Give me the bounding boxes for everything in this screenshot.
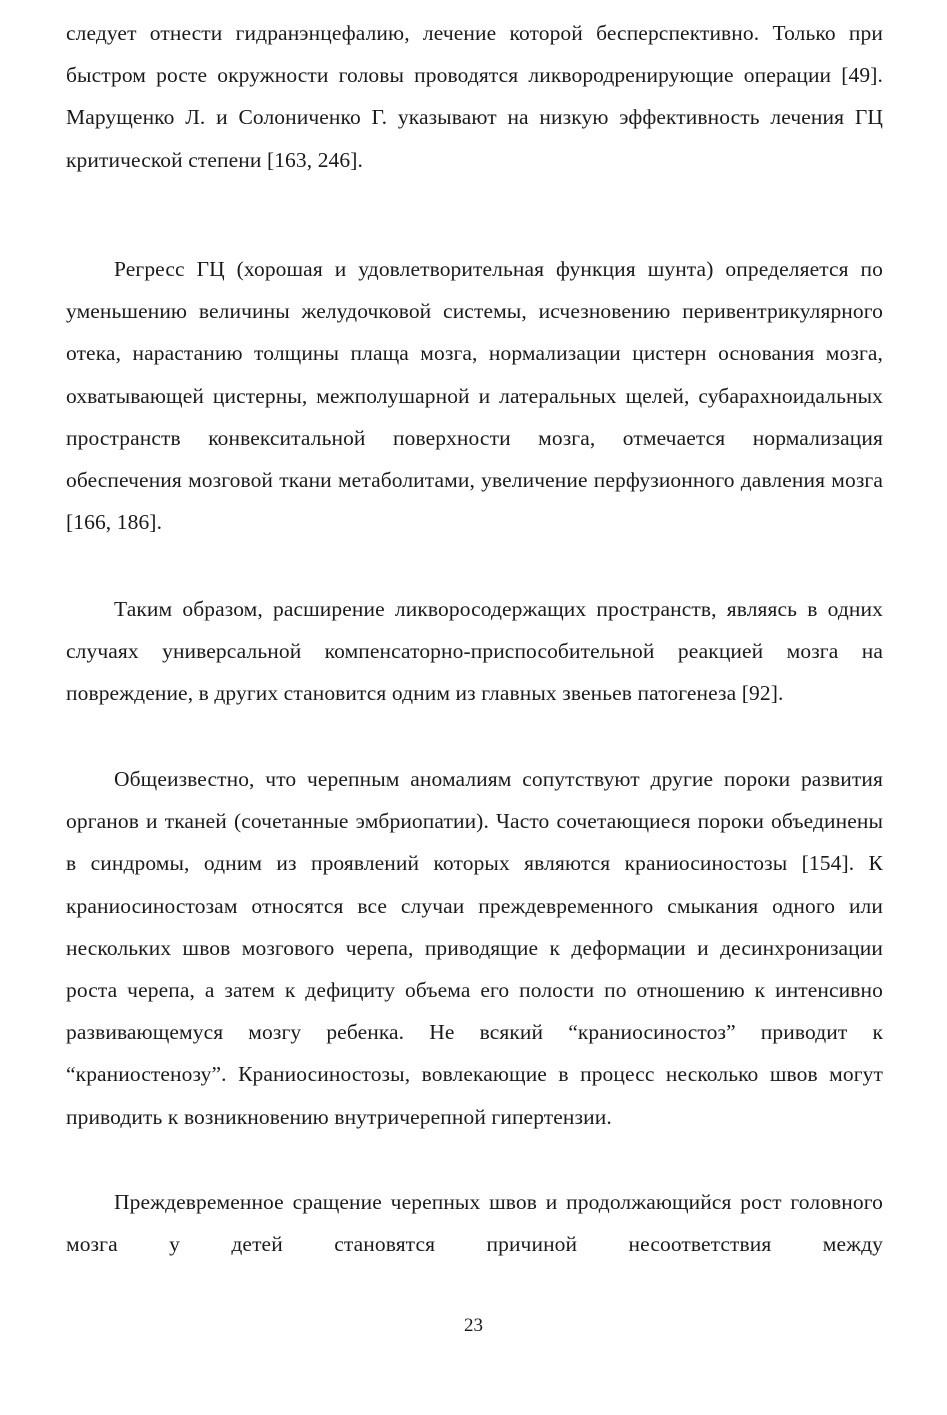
paragraph-1: следует отнести гидранэнцефалию, лечение которой бесперспективно. Только при быстром росте окружности головы проводятся ликвородренирующие операции [49]. Марущенко Л. и Солониченко Г. указывают на низкую эффективность лечения ГЦ критической степени [163, 246]. bbox=[66, 21, 883, 172]
paragraph-continuation bbox=[66, 12, 883, 181]
paragraph-regress-gc bbox=[66, 248, 883, 543]
paragraph-summary bbox=[66, 588, 883, 715]
paragraph-5: Преждевременное сращение черепных швов и продолжающийся рост головного мозга у детей становятся причиной несоответствия между bbox=[66, 1190, 883, 1257]
paragraph-craniosynostosis bbox=[66, 758, 883, 1138]
page-number: 23 bbox=[464, 1315, 483, 1336]
paragraph-2: Регресс ГЦ (хорошая и удовлетворительная функция шунта) определяется по уменьшению величины желудочковой системы, исчезновению перивентрикулярного отека, нарастанию толщины плаща мозга, нормализации цистерн основания мозга, охватывающей цистерны, межполушарной и латеральных щелей, субарахноидальных пространств конвекситальной поверхности мозга, отмечается нормализация обеспечения мозговой ткани метаболитами, увеличение перфузионного давления мозга [166, 186]. bbox=[66, 257, 883, 535]
paragraph-4: Общеизвестно, что черепным аномалиям сопутствуют другие пороки развития органов и тканей (сочетанные эмбриопатии). Часто сочетающиеся пороки объединены в синдромы, одним из проявлений которых являются краниосиностозы [154]. К краниосиностозам относятся все случаи преждевременного смыкания одного или нескольких швов мозгового черепа, приводящие к деформации и десинхронизации роста черепа, а затем к дефициту объема его полости по отношению к интенсивно развивающемуся мозгу ребенка. Не всякий “краниосиностоз” приводит к “краниостенозу”. Краниосиностозы, вовлекающие в процесс несколько швов могут приводить к возникновению внутричерепной гипертензии. bbox=[66, 767, 883, 1129]
paragraph-premature-fusion bbox=[66, 1181, 883, 1265]
paragraph-3: Таким образом, расширение ликворосодержащих пространств, являясь в одних случаях универсальной компенсаторно-приспособительной реакцией мозга на повреждение, в других становится одним из главных звеньев патогенеза [92]. bbox=[66, 597, 883, 706]
